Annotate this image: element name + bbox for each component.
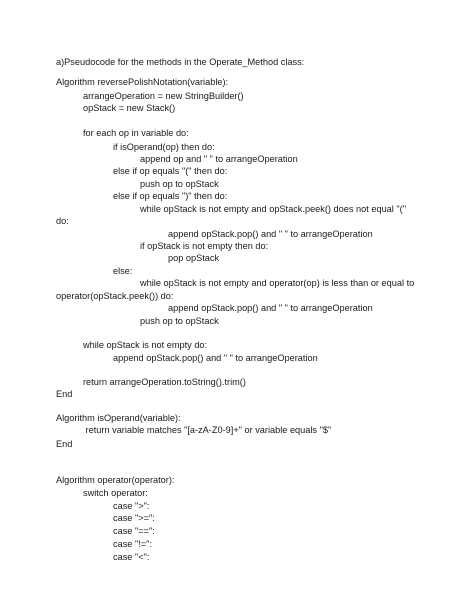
text-line: while opStack is not empty do: bbox=[83, 340, 208, 350]
text-line: push op to opStack bbox=[140, 316, 219, 326]
text-line: append opStack.pop() and " " to arrangeOperation bbox=[168, 229, 373, 239]
text-line: if opStack is not empty then do: bbox=[140, 241, 269, 251]
text-line: return arrangeOperation.toString().trim() bbox=[83, 377, 246, 387]
text-line: Algorithm reversePolishNotation(variable): bbox=[56, 77, 229, 87]
text-line: if isOperand(op) then do: bbox=[113, 142, 215, 152]
text-line: case ">=": bbox=[113, 513, 155, 523]
text-line: End bbox=[56, 439, 73, 449]
text-line: case "<": bbox=[113, 552, 150, 562]
text-line: a)Pseudocode for the methods in the Operate_Method class: bbox=[56, 57, 305, 67]
text-line: do: bbox=[56, 216, 69, 226]
text-line: else if op equals "(" then do: bbox=[113, 166, 228, 176]
text-line: arrangeOperation = new StringBuilder() bbox=[83, 91, 244, 101]
text-line: else if op equals ")" then do: bbox=[113, 191, 228, 201]
text-line: append op and " " to arrangeOperation bbox=[140, 154, 298, 164]
text-line: switch operator: bbox=[83, 488, 148, 498]
text-line: return variable matches "[a-zA-Z0-9]+" or variable equals "$" bbox=[83, 425, 332, 435]
text-line: End bbox=[56, 389, 73, 399]
text-line: case "!=": bbox=[113, 539, 152, 549]
text-line: push op to opStack bbox=[140, 179, 219, 189]
text-line: append opStack.pop() and " " to arrangeOperation bbox=[113, 353, 318, 363]
text-line: case "==": bbox=[113, 526, 155, 536]
text-line: operator(opStack.peek()) do: bbox=[56, 291, 174, 301]
text-line: append opStack.pop() and " " to arrangeOperation bbox=[168, 303, 373, 313]
text-line: opStack = new Stack() bbox=[83, 103, 176, 113]
text-line: case ">": bbox=[113, 501, 150, 511]
text-line: for each op in variable do: bbox=[83, 128, 189, 138]
text-line: while opStack is not empty and operator(op) is less than or equal to bbox=[140, 278, 415, 288]
text-line: pop opStack bbox=[168, 253, 220, 263]
text-line: Algorithm operator(operator): bbox=[56, 475, 175, 485]
text-line: while opStack is not empty and opStack.peek() does not equal "(" bbox=[140, 204, 406, 214]
text-line: else: bbox=[113, 266, 133, 276]
text-line: Algorithm isOperand(variable): bbox=[56, 413, 181, 423]
